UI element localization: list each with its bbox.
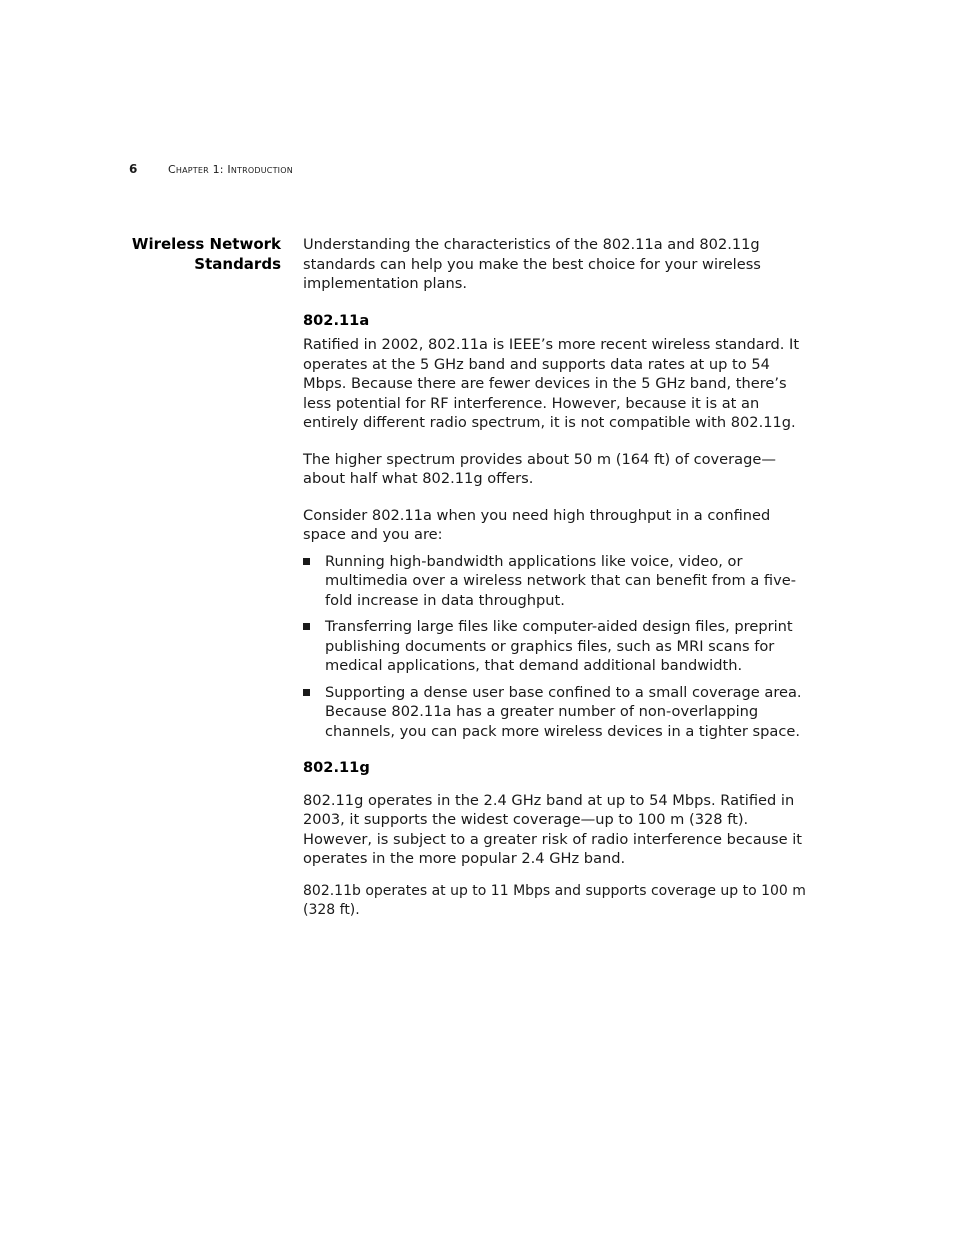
list-item: [303, 617, 815, 676]
list-item-text: Transferring large files like computer-aided design files, preprint publishing documents or graphics files, such as MRI scans for medical applications, that demand additional bandwidth.: [325, 618, 793, 674]
bullet-list: [303, 552, 815, 742]
intro-paragraph: Understanding the characteristics of the 802.11a and 802.11g standards can help you make the best choice for your wireless implementation plans.: [303, 236, 761, 292]
section-heading: [100, 235, 281, 274]
paragraph-802-11a-2: The higher spectrum provides about 50 m (164 ft) of coverage—about half what 802.11g offers.: [303, 450, 776, 487]
list-item-text: Supporting a dense user base confined to a small coverage area. Because 802.11a has a greater number of non-overlapping channels, you can pack more wireless devices in a tighter space.: [325, 683, 802, 740]
running-head: [129, 161, 293, 178]
page-number: 6: [129, 162, 138, 176]
section-heading-line1: Wireless Network: [131, 235, 281, 253]
paragraph-802-11g-1: 802.11g operates in the 2.4 GHz band at up to 54 Mbps. Ratified in 2003, it supports the widest coverage—up to 100 m (328 ft). However, is subject to a greater risk of radio interference because it operates in the more popular 2.4 GHz band.: [303, 791, 803, 867]
list-item-text: Running high-bandwidth applications like voice, video, or multimedia over a wireless network that can benefit from a five-fold increase in data throughput.: [325, 552, 796, 609]
subheading-802-11g: 802.11g: [303, 759, 370, 776]
square-bullet-icon: [303, 558, 310, 565]
subheading-802-11a: 802.11a: [303, 311, 370, 329]
square-bullet-icon: [303, 689, 310, 696]
paragraph-802-11a-1: Ratified in 2002, 802.11a is IEEE’s more recent wireless standard. It operates at the 5 GHz band and supports data rates at up to 54 Mbps. Because there are fewer devices in the 5 GHz band, there’s less potential for RF interference. However, because it is at an entirely different radio spectrum, it is not compatible with 802.11g.: [303, 336, 800, 431]
body-column: [303, 235, 815, 921]
section-heading-line2: Standards: [194, 254, 281, 273]
list-item: [303, 552, 815, 611]
square-bullet-icon: [303, 623, 310, 630]
paragraph-802-11a-3: Consider 802.11a when you need high throughput in a confined space and you are:: [303, 506, 771, 543]
list-item: [303, 683, 815, 742]
chapter-title: Chapter 1: Introduction: [168, 163, 293, 176]
paragraph-802-11g-2: 802.11b operates at up to 11 Mbps and supports coverage up to 100 m (328 ft).: [303, 882, 806, 918]
